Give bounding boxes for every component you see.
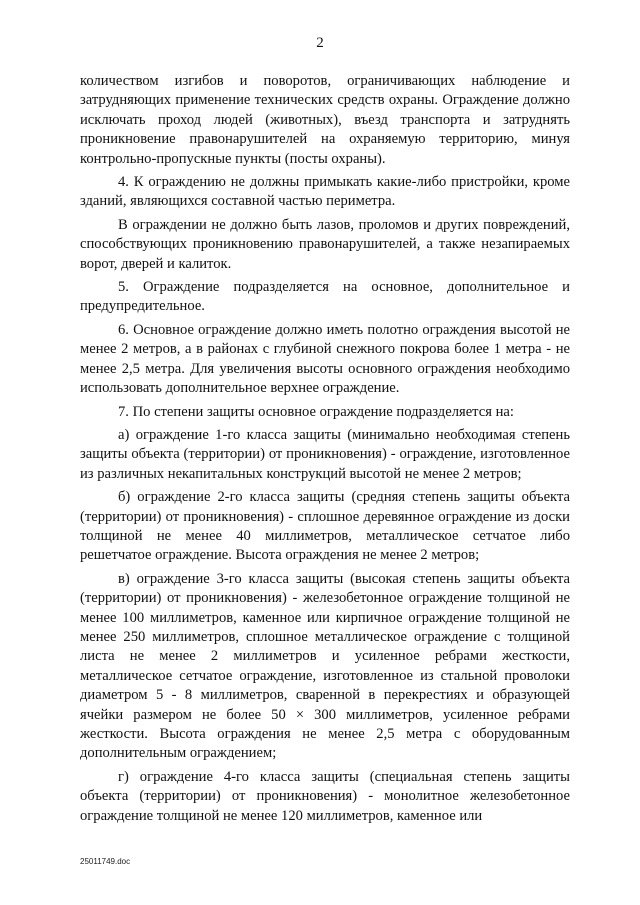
paragraph-7b: б) ограждение 2-го класса защиты (средняя степень защиты объекта (территории) от проникновения) - сплошное деревянное ограждение из доски толщиной не менее 40 миллиметров, металлическое сетчатое либо решетчатое ограждение. Высота ограждения не менее 2 метров;	[80, 489, 570, 564]
paragraph-5: 5. Ограждение подразделяется на основное, дополнительное и предупредительное.	[80, 279, 570, 315]
page-number: 2	[316, 35, 324, 51]
paragraph-6: 6. Основное ограждение должно иметь полотно ограждения высотой не менее 2 метров, а в районах с глубиной снежного покрова более 1 метра - не менее 2,5 метра. Для увеличения высоты основного ограждения необходимо использовать дополнительное верхнее ограждение.	[80, 321, 570, 397]
paragraph-7a: а) ограждение 1-го класса защиты (минимально необходимая степень защиты объекта (территории) от проникновения) - ограждение, изготовленное из различных некапитальных конструкций высотой не менее 2 метров;	[80, 426, 570, 482]
document-body	[80, 72, 570, 830]
paragraph-4: 4. К ограждению не должны примыкать какие-либо пристройки, кроме зданий, являющихся составной частью периметра.	[80, 174, 570, 210]
footer-filename: 25011749.doc	[80, 857, 131, 866]
paragraph-7v: в) ограждение 3-го класса защиты (высокая степень защиты объекта (территории) от проникновения) - железобетонное ограждение толщиной не менее 100 миллиметров, каменное или кирпичное ограждение толщиной не менее 250 миллиметров, сплошное металлическое ограждение с толщиной листа не менее 2 миллиметров и усиленное ребрами жесткости, металлическое сетчатое ограждение, изготовленное из стальной проволоки диаметром 5 - 8 миллиметров, сваренной в перекрестиях и образующей ячейки размером не более 50 × 300 миллиметров, усиленное ребрами жесткости. Высота ограждения не менее 2,5 метра с оборудованным дополнительным ограждением;	[80, 570, 570, 762]
paragraph-continuation: количеством изгибов и поворотов, ограничивающих наблюдение и затрудняющих применение технических средств охраны. Ограждение должно исключать проход людей (животных), въезд транспорта и затруднять проникновение правонарушителей на охраняемую территорию, минуя контрольно-пропускные пункты (посты охраны).	[80, 73, 570, 167]
paragraph-7: 7. По степени защиты основное ограждение подразделяется на:	[118, 403, 514, 420]
paragraph-7g: г) ограждение 4-го класса защиты (специальная степень защиты объекта (территории) от проникновения) - монолитное железобетонное ограждение толщиной не менее 120 миллиметров, каменное или	[80, 768, 570, 824]
paragraph-4-breaches: В ограждении не должно быть лазов, проломов и других повреждений, способствующих проникновению правонарушителей, а также незапираемых ворот, дверей и калиток.	[80, 216, 570, 272]
